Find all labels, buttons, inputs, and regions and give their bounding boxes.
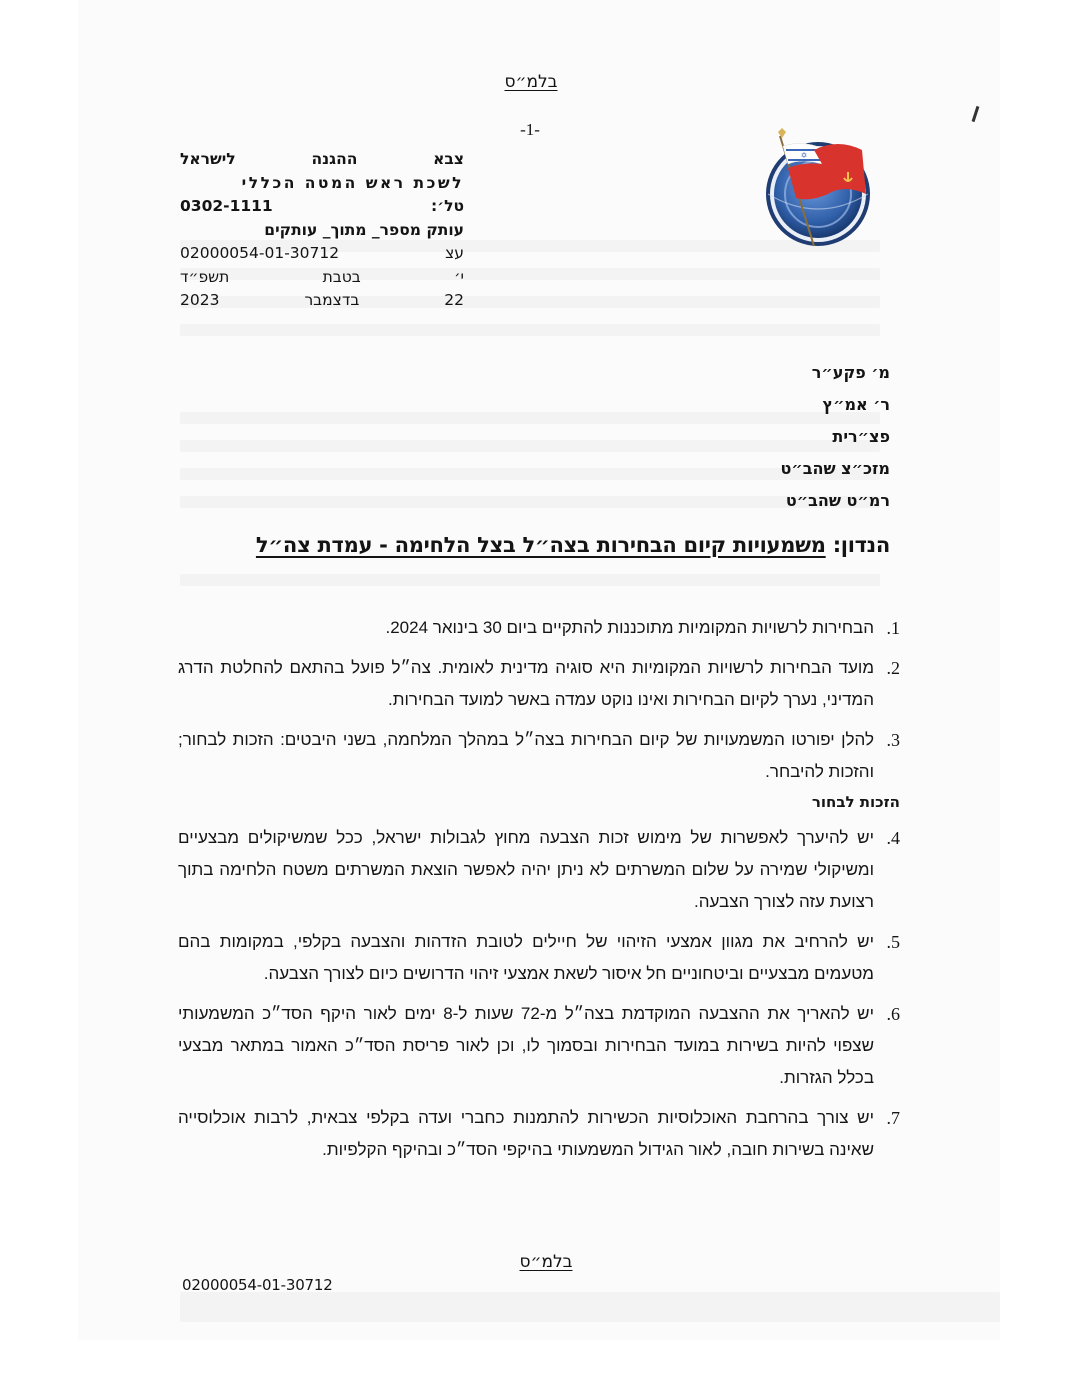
- list-item: 7. יש צורך בהרחבת האוכלוסיות הכשירות להתמנות כחברי ועדה בקלפי צבאית, לרבות אוכלוסייה שאינה בשירות חובה, לאור הגידול המשמעותי בהיקפי הסד״כ ובהיקף הקלפיות.: [178, 1108, 900, 1159]
- list-item: 3. להלן יפורטו המשמעויות של קיום הבחירות בצה״ל במהלך המלחמה, בשני היבטים: הזכות לבחור; והזכות להיבחר.: [178, 730, 900, 781]
- footer-reference-number: 02000054-01-30712: [182, 1276, 333, 1294]
- subject-line: [256, 533, 890, 557]
- subject-text: משמעויות קיום הבחירות בצה״ל בצל הלחימה - עמדת צה״ל: [255, 533, 826, 557]
- recipient: מזכ״צ שהב״ט: [780, 459, 890, 478]
- bleed-through-line: [180, 574, 880, 586]
- sender-gregorian-date: 22 בדצמבר 2023: [180, 291, 464, 309]
- svg-text:✡: ✡: [800, 151, 808, 160]
- recipients-list: [780, 357, 890, 517]
- body-list: [178, 612, 900, 1174]
- sender-reference: עצ 02000054-01-30712: [180, 244, 464, 262]
- subject-label: הנדון:: [832, 533, 890, 557]
- list-item: 4. יש להיערך לאפשרות של מימוש זכות הצבעה מחוץ לגבולות ישראל, ככל שמשיקולים מבצעיים ומשיקולי שמירה על שלום המשרתים לא ניתן יהיה לאפשר הוצאת המשרתים משטח הלחימה בתוך רצועת עזה לצורך הצבעה.: [178, 828, 900, 911]
- bleed-through-line: [180, 468, 880, 480]
- bleed-through-line: [180, 412, 880, 424]
- bleed-through-line: [180, 324, 880, 336]
- recipient: פצ״רית: [832, 427, 890, 446]
- bleed-through-line: [180, 440, 880, 452]
- recipient: ר׳ אמ״ץ: [822, 395, 890, 414]
- section-heading: הזכות לבחור: [811, 793, 900, 811]
- list-item: 6. יש להאריך את ההצבעה המוקדמת בצה״ל מ-72 שעות ל-8 ימים לאור היקף הסד״כ המשמעותי שצפוי להיות בשירות במועד הבחירות ובסמוך לו, וכן לאור פריסת הסד״כ האמור במתאר מבצעי בכלל הגזרות.: [178, 1004, 900, 1087]
- sender-org-line1: צבא ההגנה לישראל: [180, 150, 464, 168]
- recipient: רמ״ט שהב״ט: [785, 491, 890, 510]
- list-item: 5. יש להרחיב את מגוון אמצעי הזיהוי של חיילים לטובת הזדהות והצבעה בקלפי, במקומות בהם מטעמים מבצעיים וביטחוניים חל איסור לשאת אמצעי זיהוי הדרושים כיום לצורך הצבעה.: [178, 932, 900, 983]
- list-item: 2. מועד הבחירות לרשויות המקומיות היא סוגיה מדינית לאומית. צה״ל פועל בהתאם להחלטת הדרג המדיני, נערך לקיום הבחירות ואינו נוקט עמדה באשר למועד הבחירות.: [178, 658, 900, 709]
- classification-footer: בלמ״ס: [519, 1252, 573, 1272]
- recipient: מ׳ פקע״ר: [811, 363, 890, 382]
- sender-org-line2: לשכת ראש המטה הכללי: [241, 173, 464, 192]
- idf-emblem-icon: [752, 128, 880, 248]
- sender-phone: טל׳: 0302-1111: [180, 197, 464, 215]
- bleed-through-line: [180, 496, 880, 508]
- sender-hebrew-date: י׳ בטבת תשפ״ד: [180, 267, 464, 286]
- bleed-through-line: [180, 1292, 1000, 1322]
- sender-copy-line: עותק מספר_ מתוך_ עותקים: [264, 220, 464, 239]
- list-item: 1. הבחירות לרשויות המקומיות מתוכננות להתקיים ביום 30 בינואר 2024.: [385, 618, 900, 638]
- sender-block: [180, 148, 464, 313]
- page-number: -1-: [520, 120, 540, 139]
- classification-header: בלמ״ס: [504, 72, 558, 92]
